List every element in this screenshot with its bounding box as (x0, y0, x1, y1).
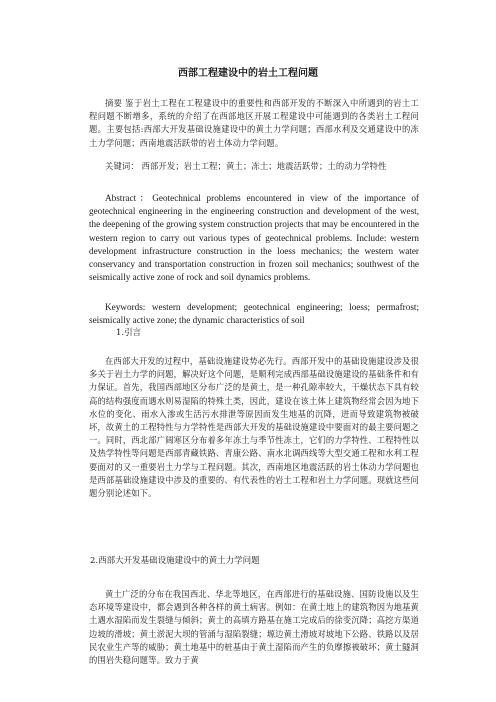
section-2-body: 黄土广泛的分布在我国西北、华北等地区，在西部进行的基础设施、国防设施以及生态环境等建设中，都会遇到各种各样的黄土病害。例如：在黄土地上的建筑物因为地基黄土遇水湿陷而发生裂缝与倾斜；黄土的高填方路基在施工完成后的徐变沉降；高挖方渠道边坡的滑坡；黄土淤泥大坝的管涌与湿陷裂缝；塬边黄土滑坡对坡地下公路、铁路以及居民农业生产等的威胁；黄土地基中的桩基由于黄土湿陷而产生的负摩擦被破坏；黄土隧洞的围岩失稳问题等。致力于黄 (89, 589, 419, 666)
abstract-english: Abstract：Geotechnical problems encountered in view of the importance of geotechnical engineering in the engineering construction and development of the west, the deepening of the growing system construction projects that may be encountered in the western region to carry out various types of geotechnical problems. Include: western development infrastructure construction in the loess mechanics; the western water conservancy and transportation construction in frozen soil mechanics; southwest of the seismically active zone of rock and soil dynamics problems. (89, 193, 419, 283)
abstract-chinese: 摘要 鉴于岩土工程在工程建设中的重要性和西部开发的不断深入中所遇到的岩土工程问题不断增多，系统的介绍了在西部地区开展工程建设中可能遇到的各类岩土工程问题。主要包括:西部大开发基础设施建设中的黄土力学问题；西部水利及交通建设中的冻土力学问题；西南地震活跃带的岩土体动力学问题。 (89, 98, 419, 148)
section-1-body: 在西部大开发的过程中，基础设施建设势必先行。西部开发中的基础设施建设涉及很多关于岩土力学的问题，解决好这个问题，是顺利完成西部基础设施建设的基础条件和有力保证。首先，我国西部地区分布广泛的是黄土，是一种孔隙率较大，干燥状态下具有较高的结构强度而遇水则易湿陷的特殊土类，因此，建设在该土体上建筑物经常会因为地下水位的变化、雨水入渗或生活污水排泄等原因而发生地基的沉降，进而导致建筑物被破坏，故黄土的工程特性与力学特性是西部大开发的基础设施建设中要面对的最主要问题之一。同时，西北部广阔寒区分布着多年冻土与季节性冻土，它们的力学特性、工程特性以及热学特性等问题是西部青藏铁路、青康公路、南水北调西线等大型交通工程和水利工程要面对的又一重要岩土力学与工程问题。其次，西南地区地震活跃的岩土体动力学问题也是西部基础设施建设中涉及的重要的、有代表性的岩土工程和岩土力学问题。现就这些问题分别论述如下。 (89, 356, 419, 499)
document-title: 西部工程建设中的岩土工程问题 (178, 68, 318, 79)
section-2-heading: 2.西部大开发基础设施建设中的黄土力学问题 (90, 556, 260, 566)
keywords-english: Keywords: western development; geotechnical engineering; loess; permafrost; seismically active zone; the dynamic characteristics of soil (89, 302, 419, 326)
keywords-chinese: 关键词： 西部开发；岩土工程；黄土；冻土；地震活跃带；土的动力学特性 (105, 161, 387, 171)
section-1-heading: 1.引言 (116, 328, 142, 338)
